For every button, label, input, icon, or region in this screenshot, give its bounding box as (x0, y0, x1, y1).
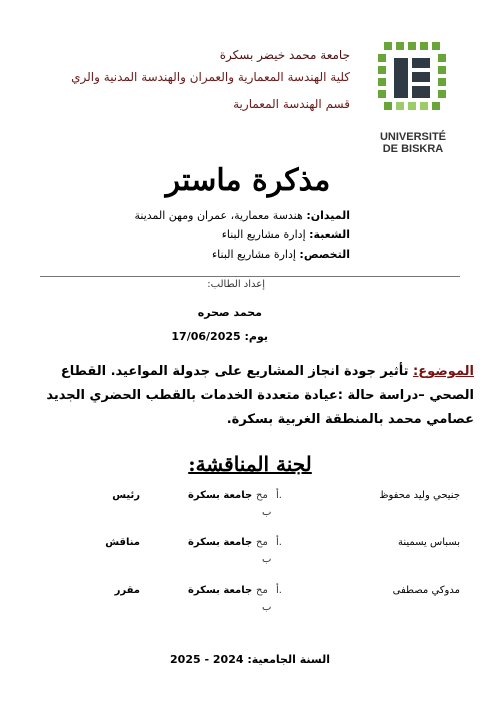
jury-member-role: مناقش (105, 537, 140, 548)
date-value: 17/06/2025 (171, 330, 241, 343)
logo-text-line2: DE BISKRA (382, 143, 444, 155)
field-label: الميدان: (306, 209, 350, 222)
jury-member-rank: مح (256, 537, 268, 548)
field-value: هندسة معمارية، عمران ومهن المدينة (134, 209, 303, 222)
subject-text: تأثير جودة انجاز المشاريع على جدولة المواعيد. القطاع الصحي –دراسة حالة :عيادة متعددة الخدمات بالقطب الحضري الجديد عصامي محمد بالمنطقة الغربية بسكرة. (46, 364, 474, 427)
jury-member-name: جنيحي وليد محفوظ (379, 490, 460, 501)
logo-text-line1: UNIVERSITÉ (379, 131, 446, 143)
branch-label: الشعبة: (309, 228, 350, 241)
jury-member-role: مقرر (114, 585, 140, 596)
jury-member-row (0, 537, 500, 573)
jury-member-grade: أ. (276, 585, 282, 596)
prepared-by-label: إعداد الطالب: (207, 279, 265, 290)
jury-member-name: بسباس يسمينة (397, 537, 460, 548)
branch-line (222, 228, 350, 241)
defense-date (171, 330, 268, 343)
student-name: محمد صحره (197, 306, 262, 319)
jury-member-rank-suffix: ب (262, 602, 272, 613)
university-name: جامعة محمد خيضر بسكرة (219, 48, 350, 62)
jury-member-rank-suffix: ب (262, 507, 272, 518)
jury-member-role: رئيس (112, 490, 140, 501)
jury-member-row (0, 490, 500, 526)
field-line (134, 209, 350, 222)
thesis-title: مذكرة ماستر (165, 163, 331, 198)
university-logo (370, 38, 456, 156)
divider (40, 276, 460, 277)
jury-member-grade: أ. (276, 490, 282, 501)
subject-label: الموضوع: (413, 364, 474, 379)
jury-member-rank-suffix: ب (262, 554, 272, 565)
subject-block (22, 360, 474, 432)
specialty-line (212, 248, 350, 261)
jury-member-university: جامعة بسكرة (188, 537, 253, 548)
specialty-label: التخصص: (299, 248, 350, 261)
jury-member-university: جامعة بسكرة (188, 585, 253, 596)
specialty-value: إدارة مشاريع البناء (211, 248, 296, 261)
jury-member-row (0, 585, 500, 621)
faculty-name: كلية الهندسة المعمارية والعمران والهندسة المدنية والري (71, 70, 350, 84)
branch-value: إدارة مشاريع البناء (221, 228, 306, 241)
jury-member-name: مدوكي مصطفى (392, 585, 460, 596)
jury-member-rank: مح (256, 585, 268, 596)
jury-member-grade: أ. (276, 537, 282, 548)
jury-title: لجنة المناقشة: (188, 452, 312, 476)
biskra-emblem-icon (378, 38, 448, 116)
department-name: قسم الهندسة المعمارية (233, 97, 350, 111)
jury-member-university: جامعة بسكرة (188, 490, 253, 501)
date-label: يوم: (244, 330, 268, 343)
academic-year: السنة الجامعية: 2024 - 2025 (170, 653, 330, 666)
jury-member-rank: مح (256, 490, 268, 501)
